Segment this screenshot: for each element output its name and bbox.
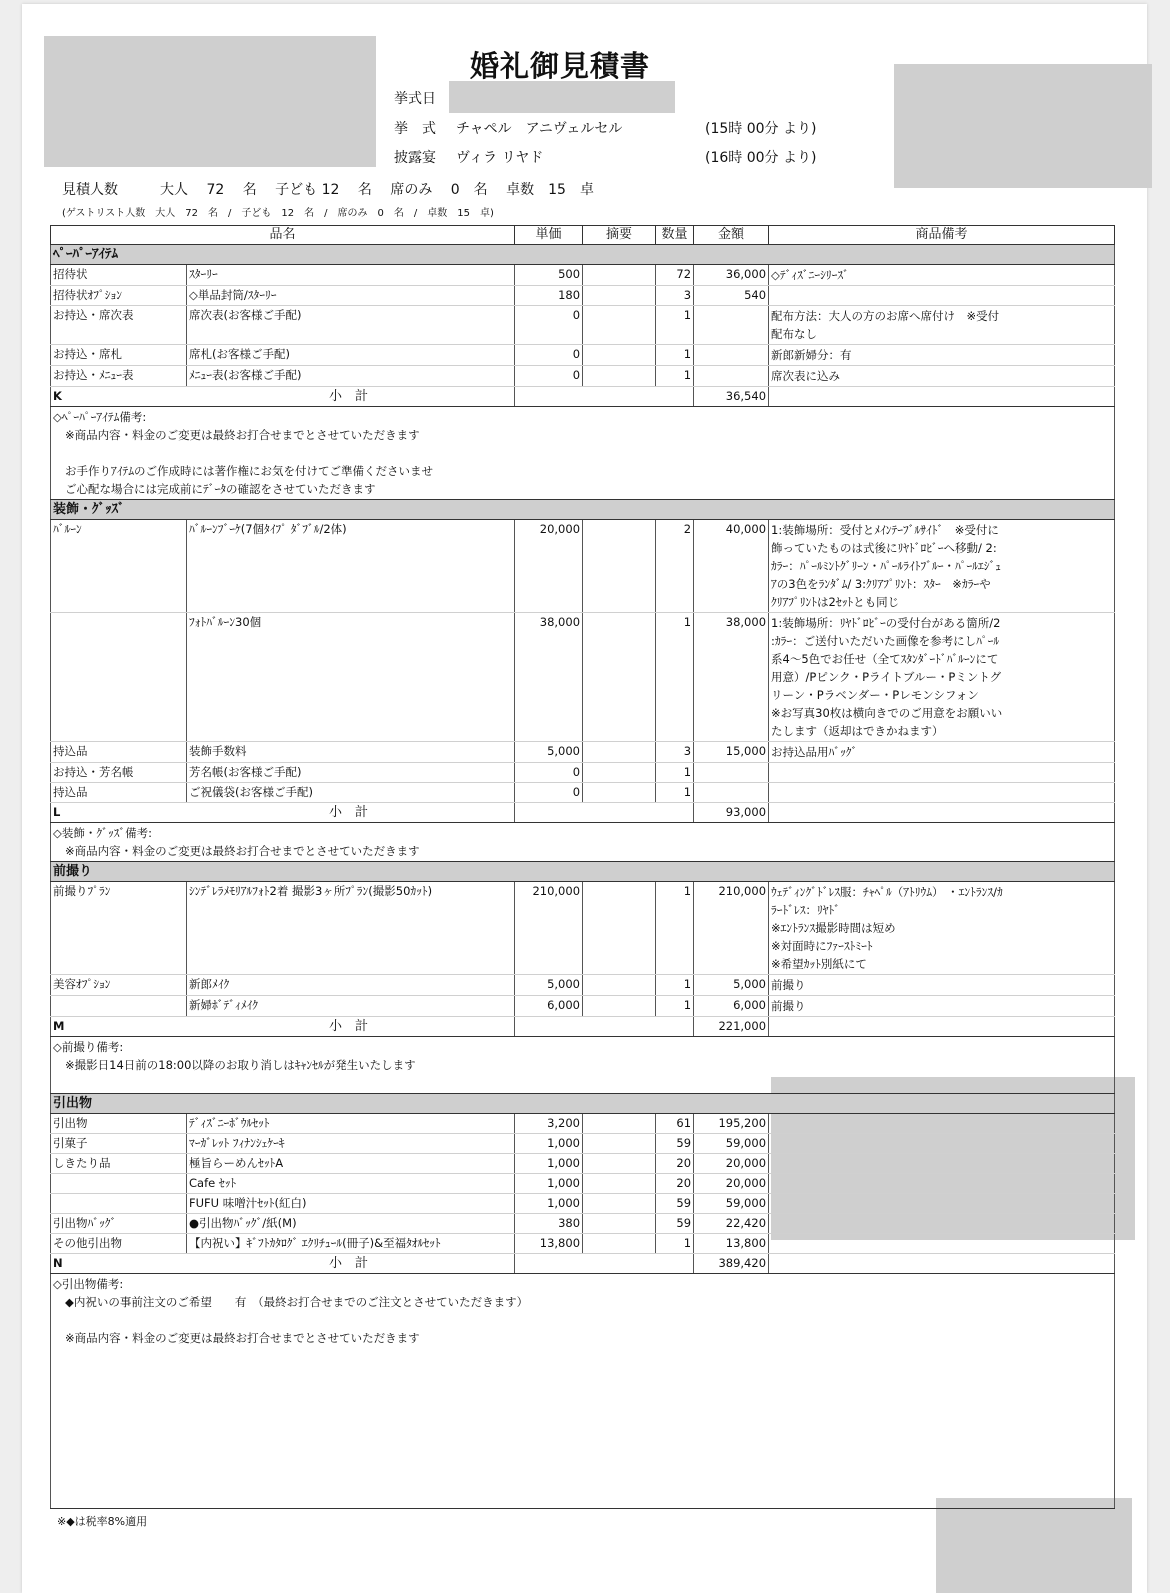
remark-line: ｱの3色をﾗﾝﾀﾞﾑ/ 3:ｸﾘｱﾌﾟﾘﾝﾄ：ｽﾀｰ ※ｶﾗｰや (771, 577, 991, 591)
row-unit-price: 0 (515, 366, 583, 387)
table-row (51, 265, 1115, 286)
notes-title: ◇装飾・ｸﾞｯｽﾞ備考: (53, 826, 152, 840)
ceremony-date-label: 挙式日 (394, 91, 436, 107)
row-quantity: 1 (656, 306, 694, 345)
row-summary (583, 783, 656, 803)
subtotal-code: M (53, 1019, 65, 1033)
remark-line: 用意）/Pピンク・Pライトブルー・Pミントグ (771, 670, 1002, 684)
document-title: 婚礼御見積書 (470, 49, 651, 83)
section-header-row (51, 245, 1115, 265)
notes-row (51, 1037, 1115, 1094)
table-row (51, 1194, 1115, 1214)
table-row (51, 1114, 1115, 1134)
row-quantity: 61 (656, 1114, 694, 1134)
row-summary (583, 1194, 656, 1214)
table-row (51, 1174, 1115, 1194)
row-remarks (769, 996, 1115, 1017)
row-summary (583, 345, 656, 366)
subtotal-label (51, 1254, 515, 1274)
row-remarks (769, 366, 1115, 387)
row-item-name: ﾃﾞｨｽﾞﾆｰﾎﾞｳﾙｾｯﾄ (187, 1114, 515, 1134)
redacted-header-right (894, 64, 1152, 188)
remark-line: ※お写真30枚は横向きでのご用意をお願いい (771, 706, 1003, 720)
row-category: 招待状 (51, 265, 187, 286)
remark-line: 前撮り (771, 999, 806, 1013)
row-unit-price: 380 (515, 1214, 583, 1234)
notes-line: ※撮影日14日前の18:00以降のお取り消しはｷｬﾝｾﾙが発生いたします (65, 1058, 416, 1072)
row-quantity: 1 (656, 763, 694, 783)
table-row (51, 882, 1115, 975)
row-unit-price: 38,000 (515, 613, 583, 742)
row-remarks (769, 1194, 1115, 1214)
row-item-name: 【内祝い】ｷﾞﾌﾄｶﾀﾛｸﾞ ｴｸﾘﾁｭｰﾙ(冊子)&至福ﾀｵﾙｾｯﾄ (187, 1234, 515, 1254)
row-category: 前撮りﾌﾟﾗﾝ (51, 882, 187, 975)
row-item-name: ｽﾀｰﾘｰ (187, 265, 515, 286)
subtotal-label (51, 803, 515, 823)
row-remarks (769, 882, 1115, 975)
row-amount: 6,000 (694, 996, 769, 1017)
row-unit-price: 1,000 (515, 1134, 583, 1154)
row-category: しきたり品 (51, 1154, 187, 1174)
row-remarks (769, 783, 1115, 803)
row-quantity: 3 (656, 742, 694, 763)
row-remarks (769, 1234, 1115, 1254)
remark-line: ﾗｰﾄﾞﾚｽ：ﾘﾔﾄﾞ (771, 903, 841, 917)
row-amount (694, 783, 769, 803)
row-quantity: 59 (656, 1214, 694, 1234)
row-remarks (769, 1214, 1115, 1234)
row-amount: 5,000 (694, 975, 769, 996)
row-category: その他引出物 (51, 1234, 187, 1254)
row-category: お持込・芳名帳 (51, 763, 187, 783)
reception-label: 披露宴 (394, 150, 436, 166)
row-quantity: 1 (656, 996, 694, 1017)
subtotal-row (51, 1254, 1115, 1274)
table-row (51, 763, 1115, 783)
row-amount (694, 345, 769, 366)
row-summary (583, 742, 656, 763)
row-unit-price: 20,000 (515, 520, 583, 613)
row-item-name: 席札(お客様ご手配) (187, 345, 515, 366)
row-remarks (769, 1114, 1115, 1134)
row-category (51, 613, 187, 742)
row-unit-price: 0 (515, 306, 583, 345)
row-category: 引菓子 (51, 1134, 187, 1154)
notes-line: ※商品内容・料金のご変更は最終お打合せまでとさせていただきます (65, 428, 420, 442)
subtotal-text: 小 計 (329, 1019, 369, 1034)
row-quantity: 3 (656, 286, 694, 306)
row-summary (583, 306, 656, 345)
row-remarks (769, 1154, 1115, 1174)
row-item-name: ●引出物ﾊﾞｯｸﾞ/紙(M) (187, 1214, 515, 1234)
subtotal-blank (515, 1254, 694, 1274)
notes-line (53, 1311, 1112, 1329)
row-unit-price: 210,000 (515, 882, 583, 975)
remark-line: :ｶﾗｰ：ご送付いただいた画像を参考にしﾊﾟｰﾙ (771, 634, 1000, 648)
remark-line: ※希望ｶｯﾄ別紙にて (771, 957, 867, 971)
row-item-name: ｼﾝﾃﾞﾚﾗﾒﾓﾘｱﾙﾌｫﾄ2着 撮影3ヶ所ﾌﾟﾗﾝ(撮影50ｶｯﾄ) (187, 882, 515, 975)
row-amount: 40,000 (694, 520, 769, 613)
row-amount: 540 (694, 286, 769, 306)
table-row (51, 1214, 1115, 1234)
row-quantity: 59 (656, 1134, 694, 1154)
row-item-name: FUFU 味噌汁ｾｯﾄ(紅白) (187, 1194, 515, 1214)
subtotal-row (51, 1017, 1115, 1037)
header-quantity: 数量 (656, 226, 694, 245)
row-summary (583, 286, 656, 306)
notes-title: ◇ﾍﾟｰﾊﾟｰｱｲﾃﾑ備考: (53, 410, 147, 424)
row-unit-price: 0 (515, 783, 583, 803)
row-item-name: 新婦ﾎﾞﾃﾞｨﾒｲｸ (187, 996, 515, 1017)
header-unit-price: 単価 (515, 226, 583, 245)
row-remarks (769, 742, 1115, 763)
row-category (51, 1174, 187, 1194)
row-quantity: 1 (656, 345, 694, 366)
redacted-footer-right (936, 1498, 1132, 1593)
ceremony-venue: チャペル アニヴェルセル (456, 121, 623, 137)
row-category: 招待状ｵﾌﾟｼｮﾝ (51, 286, 187, 306)
row-quantity: 1 (656, 366, 694, 387)
subtotal-text: 小 計 (329, 389, 369, 404)
row-amount: 20,000 (694, 1174, 769, 1194)
row-remarks (769, 520, 1115, 613)
estimate-table (50, 225, 1115, 1509)
subtotal-remarks (769, 1254, 1115, 1274)
subtotal-text: 小 計 (329, 805, 369, 820)
notes-line: ◆内祝いの事前注文のご希望 有 （最終お打合せまでのご注文とさせていただきます） (65, 1295, 529, 1309)
table-row (51, 520, 1115, 613)
row-category: 持込品 (51, 742, 187, 763)
row-category (51, 1194, 187, 1214)
header-summary: 摘要 (583, 226, 656, 245)
row-quantity: 1 (656, 1234, 694, 1254)
guestlist-count-line: (ゲストリスト人数 大人 72 名 / 子ども 12 名 / 席のみ 0 名 / 卓数 15 卓) (62, 208, 494, 219)
section-notes (51, 823, 1115, 862)
section-notes (51, 1037, 1115, 1094)
row-unit-price: 500 (515, 265, 583, 286)
row-amount: 59,000 (694, 1194, 769, 1214)
table-row (51, 345, 1115, 366)
notes-title: ◇引出物備考: (53, 1277, 124, 1291)
row-unit-price: 1,000 (515, 1194, 583, 1214)
row-amount: 59,000 (694, 1134, 769, 1154)
section-title: 装飾・ｸﾞｯｽﾞ (51, 500, 1115, 520)
header-amount: 金額 (694, 226, 769, 245)
remark-line: 前撮り (771, 978, 806, 992)
row-item-name: 芳名帳(お客様ご手配) (187, 763, 515, 783)
remark-line: ※ｴﾝﾄﾗﾝｽ撮影時間は短め (771, 921, 896, 935)
row-category: 美容ｵﾌﾟｼｮﾝ (51, 975, 187, 996)
row-amount: 22,420 (694, 1214, 769, 1234)
tax-footnote: ※◆は税率8%適用 (57, 1515, 148, 1528)
reception-time: (16時 00分 より) (705, 150, 817, 166)
row-summary (583, 613, 656, 742)
notes-line: ご心配な場合には完成前にﾃﾞｰﾀの確認をさせていただきます (65, 482, 376, 496)
notes-row (51, 1274, 1115, 1509)
remark-line: 配布なし (771, 327, 818, 341)
notes-row (51, 823, 1115, 862)
row-summary (583, 366, 656, 387)
remark-line: 1:装飾場所：ﾘﾔﾄﾞﾛﾋﾞｰの受付台がある箇所/2 (771, 616, 1001, 630)
row-amount: 38,000 (694, 613, 769, 742)
subtotal-amount: 389,420 (694, 1254, 769, 1274)
section-notes (51, 1274, 1115, 1509)
subtotal-amount: 221,000 (694, 1017, 769, 1037)
guest-count-line: 見積人数 大人 72 名 子ども 12 名 席のみ 0 名 卓数 15 卓 (62, 182, 594, 198)
row-remarks (769, 306, 1115, 345)
row-remarks (769, 1134, 1115, 1154)
row-category: お持込・席札 (51, 345, 187, 366)
table-row (51, 783, 1115, 803)
row-remarks (769, 1174, 1115, 1194)
row-amount: 15,000 (694, 742, 769, 763)
row-unit-price: 1,000 (515, 1174, 583, 1194)
table-row (51, 1134, 1115, 1154)
row-amount: 13,800 (694, 1234, 769, 1254)
row-category: ﾊﾞﾙｰﾝ (51, 520, 187, 613)
subtotal-code: N (53, 1256, 63, 1270)
remark-line: ｶﾗｰ：ﾊﾟｰﾙﾐﾝﾄｸﾞﾘｰﾝ・ﾊﾟｰﾙﾗｲﾄﾌﾞﾙｰ・ﾊﾟｰﾙｴｼﾞｭ (771, 559, 1002, 573)
row-quantity: 1 (656, 975, 694, 996)
row-quantity: 1 (656, 783, 694, 803)
row-unit-price: 5,000 (515, 975, 583, 996)
row-summary (583, 1114, 656, 1134)
notes-line: ※商品内容・料金のご変更は最終お打合せまでとさせていただきます (65, 844, 420, 858)
notes-line (53, 1074, 1112, 1092)
row-unit-price: 180 (515, 286, 583, 306)
table-row (51, 1154, 1115, 1174)
row-unit-price: 5,000 (515, 742, 583, 763)
row-amount: 20,000 (694, 1154, 769, 1174)
row-category: お持込・ﾒﾆｭｰ表 (51, 366, 187, 387)
subtotal-amount: 36,540 (694, 387, 769, 407)
row-item-name: 席次表(お客様ご手配) (187, 306, 515, 345)
section-title: 引出物 (51, 1094, 1115, 1114)
row-amount (694, 306, 769, 345)
row-item-name: 装飾手数料 (187, 742, 515, 763)
header-remarks: 商品備考 (769, 226, 1115, 245)
ceremony-time: (15時 00分 より) (705, 121, 817, 137)
row-item-name: ﾌｫﾄﾊﾞﾙｰﾝ30個 (187, 613, 515, 742)
table-row (51, 996, 1115, 1017)
ceremony-label: 挙 式 (394, 121, 436, 137)
subtotal-remarks (769, 803, 1115, 823)
row-quantity: 2 (656, 520, 694, 613)
remark-line: お持込品用ﾊﾞｯｸﾞ (771, 745, 858, 759)
table-row (51, 366, 1115, 387)
remark-line: ◇ﾃﾞｨｽﾞﾆｰｼﾘｰｽﾞ (771, 268, 849, 282)
table-row (51, 1234, 1115, 1254)
subtotal-label (51, 387, 515, 407)
subtotal-row (51, 803, 1115, 823)
row-item-name: ﾊﾞﾙｰﾝﾌﾞｰｹ(7個ﾀｲﾌﾟ ﾀﾞﾌﾞﾙ/2体) (187, 520, 515, 613)
row-item-name: Cafe ｾｯﾄ (187, 1174, 515, 1194)
row-summary (583, 763, 656, 783)
row-category (51, 996, 187, 1017)
row-amount (694, 366, 769, 387)
section-notes (51, 407, 1115, 500)
table-row (51, 286, 1115, 306)
row-category: 引出物ﾊﾞｯｸﾞ (51, 1214, 187, 1234)
section-header-row (51, 862, 1115, 882)
row-amount: 210,000 (694, 882, 769, 975)
row-summary (583, 520, 656, 613)
remark-line: ｸﾘｱﾌﾟﾘﾝﾄは2ｾｯﾄとも同じ (771, 595, 900, 609)
subtotal-blank (515, 387, 694, 407)
row-summary (583, 996, 656, 1017)
subtotal-text: 小 計 (329, 1256, 369, 1271)
table-row (51, 975, 1115, 996)
row-summary (583, 1154, 656, 1174)
table-row (51, 613, 1115, 742)
row-summary (583, 882, 656, 975)
row-amount: 195,200 (694, 1114, 769, 1134)
row-remarks (769, 975, 1115, 996)
row-remarks (769, 345, 1115, 366)
remark-line: リーン・Pラベンダー・Pレモンシフォン (771, 688, 979, 702)
subtotal-blank (515, 803, 694, 823)
remark-line: 1:装飾場所：受付とﾒｲﾝﾃｰﾌﾞﾙｻｲﾄﾞ ※受付に (771, 523, 999, 537)
row-amount: 36,000 (694, 265, 769, 286)
subtotal-code: K (53, 389, 62, 403)
row-unit-price: 13,800 (515, 1234, 583, 1254)
row-summary (583, 1134, 656, 1154)
subtotal-label (51, 1017, 515, 1037)
row-unit-price: 0 (515, 763, 583, 783)
row-quantity: 59 (656, 1194, 694, 1214)
table-row (51, 306, 1115, 345)
header-name: 品名 (51, 226, 515, 245)
subtotal-code: L (53, 805, 61, 819)
table-header-row (51, 226, 1115, 245)
row-unit-price: 0 (515, 345, 583, 366)
row-item-name: 極旨らーめんｾｯﾄA (187, 1154, 515, 1174)
remark-line: 配布方法：大人の方のお席へ席付け ※受付 (771, 309, 1000, 323)
row-category: お持込・席次表 (51, 306, 187, 345)
notes-line: お手作りｱｲﾃﾑのご作成時には著作権にお気を付けてご準備くださいませ (65, 464, 433, 478)
row-quantity: 1 (656, 882, 694, 975)
notes-line (53, 444, 1112, 462)
row-summary (583, 1174, 656, 1194)
remark-line: 系4～5色でお任せ（全てｽﾀﾝﾀﾞｰﾄﾞﾊﾞﾙｰﾝにて (771, 652, 999, 666)
row-unit-price: 6,000 (515, 996, 583, 1017)
remark-line: 新郎新婦分：有 (771, 348, 852, 362)
row-remarks (769, 265, 1115, 286)
remark-line: 席次表に込み (771, 369, 841, 383)
subtotal-remarks (769, 387, 1115, 407)
notes-title: ◇前撮り備考: (53, 1040, 124, 1054)
subtotal-row (51, 387, 1115, 407)
row-summary (583, 975, 656, 996)
section-header-row (51, 500, 1115, 520)
subtotal-amount: 93,000 (694, 803, 769, 823)
redacted-date (449, 81, 675, 113)
row-item-name: ﾒﾆｭｰ表(お客様ご手配) (187, 366, 515, 387)
row-quantity: 1 (656, 613, 694, 742)
section-title: 前撮り (51, 862, 1115, 882)
row-unit-price: 1,000 (515, 1154, 583, 1174)
notes-line: ※商品内容・料金のご変更は最終お打合せまでとさせていただきます (65, 1331, 420, 1345)
row-remarks (769, 613, 1115, 742)
row-unit-price: 3,200 (515, 1114, 583, 1134)
row-quantity: 20 (656, 1154, 694, 1174)
row-summary (583, 265, 656, 286)
row-category: 引出物 (51, 1114, 187, 1134)
subtotal-remarks (769, 1017, 1115, 1037)
row-summary (583, 1214, 656, 1234)
row-item-name: ご祝儀袋(お客様ご手配) (187, 783, 515, 803)
notes-row (51, 407, 1115, 500)
row-item-name: ﾏｰｶﾞﾚｯﾄ ﾌｨﾅﾝｼｪｹｰｷ (187, 1134, 515, 1154)
redacted-logo (44, 36, 376, 167)
remark-line: ｳｪﾃﾞｨﾝｸﾞﾄﾞﾚｽ服：ﾁｬﾍﾟﾙ（ｱﾄﾘｳﾑ） ・ｴﾝﾄﾗﾝｽ/ｶ (771, 885, 1003, 899)
row-quantity: 20 (656, 1174, 694, 1194)
row-remarks (769, 286, 1115, 306)
row-remarks (769, 763, 1115, 783)
subtotal-blank (515, 1017, 694, 1037)
remark-line: たします（返却はできかねます） (771, 724, 944, 738)
row-item-name: ◇単品封筒/ｽﾀｰﾘｰ (187, 286, 515, 306)
section-title: ﾍﾟｰﾊﾟｰｱｲﾃﾑ (51, 245, 1115, 265)
row-category: 持込品 (51, 783, 187, 803)
section-header-row (51, 1094, 1115, 1114)
row-amount (694, 763, 769, 783)
remark-line: 飾っていたものは式後にﾘﾔﾄﾞﾛﾋﾞｰへ移動/ 2: (771, 541, 997, 555)
table-row (51, 742, 1115, 763)
reception-venue: ヴィラ リヤド (456, 150, 544, 166)
row-summary (583, 1234, 656, 1254)
remark-line: ※対面時にﾌｧｰｽﾄﾐｰﾄ (771, 939, 873, 953)
row-quantity: 72 (656, 265, 694, 286)
row-item-name: 新郎ﾒｲｸ (187, 975, 515, 996)
